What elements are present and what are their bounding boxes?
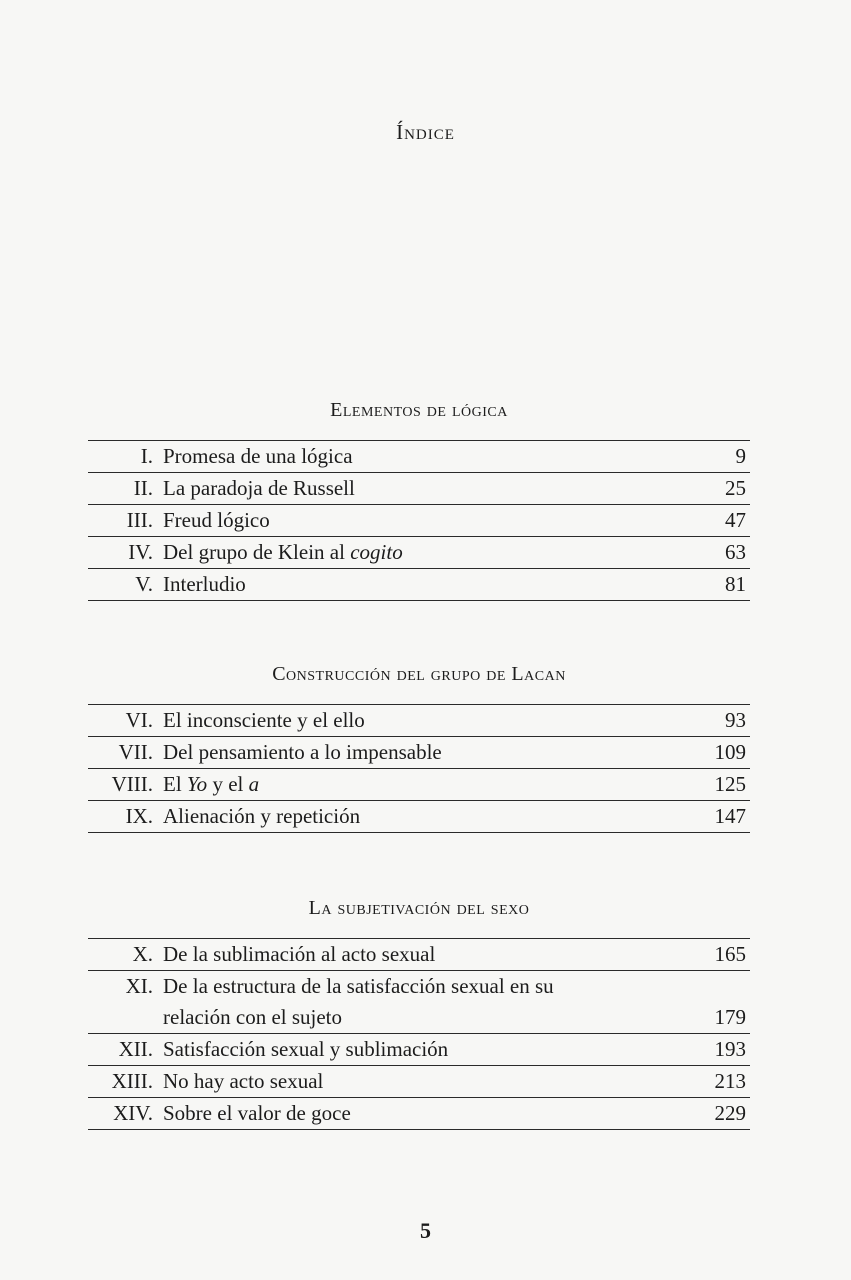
toc-entry xyxy=(88,505,750,537)
page-title: Índice xyxy=(396,120,455,144)
page-reference: 179 xyxy=(714,1005,746,1029)
title-text: El inconsciente y el ello xyxy=(163,708,365,732)
title-text: Del grupo de Klein al xyxy=(163,540,351,564)
chapter-title xyxy=(153,1098,686,1129)
chapter-title xyxy=(153,441,686,472)
toc-entry xyxy=(88,801,750,833)
chapter-number: VI. xyxy=(125,708,153,732)
title-text: La paradoja de Russell xyxy=(163,476,355,500)
toc-entry xyxy=(88,537,750,569)
page-number: 5 xyxy=(420,1218,431,1243)
toc-entry xyxy=(88,769,750,801)
chapter-title-line: relación con el sujeto xyxy=(163,1005,343,1029)
section-la-subjetivacion-del-sexo xyxy=(88,896,750,1130)
chapter-title xyxy=(153,1066,686,1097)
chapter-title xyxy=(153,473,686,504)
toc-list xyxy=(88,440,750,601)
title-text: El xyxy=(163,772,187,796)
toc-entry xyxy=(88,971,750,1034)
section-title: Elementos de lógica xyxy=(330,399,508,421)
toc-entry xyxy=(88,1034,750,1066)
chapter-number: V. xyxy=(135,572,153,596)
chapter-title xyxy=(153,705,686,736)
italic-term: Yo xyxy=(186,772,208,796)
chapter-number: VIII. xyxy=(111,772,153,796)
chapter-number: XIII. xyxy=(111,1069,153,1093)
title-text: Freud lógico xyxy=(163,508,270,532)
title-text: De la sublimación al acto sexual xyxy=(163,942,436,966)
toc-entry xyxy=(88,473,750,505)
chapter-title xyxy=(153,1034,686,1065)
section-elementos-de-logica xyxy=(88,398,750,601)
page-reference: 47 xyxy=(725,508,746,532)
chapter-number: IX. xyxy=(125,804,153,828)
title-text: No hay acto sexual xyxy=(163,1069,324,1093)
page-reference: 213 xyxy=(714,1069,746,1093)
title-text: Promesa de una lógica xyxy=(163,444,353,468)
italic-term: cogito xyxy=(350,540,403,564)
chapter-number: I. xyxy=(140,444,153,468)
toc-list xyxy=(88,704,750,833)
title-text: Alienación y repetición xyxy=(163,804,361,828)
toc-entry xyxy=(88,737,750,769)
title-text: Satisfacción sexual y sublimación xyxy=(163,1037,449,1061)
page-reference: 81 xyxy=(725,572,746,596)
chapter-number: IV. xyxy=(128,540,153,564)
page-reference: 63 xyxy=(725,540,746,564)
chapter-number: X. xyxy=(132,942,153,966)
section-title: La subjetivación del sexo xyxy=(308,897,530,919)
page-reference: 229 xyxy=(714,1101,746,1125)
toc-entry xyxy=(88,441,750,473)
toc-entry xyxy=(88,1098,750,1130)
chapter-number: XII. xyxy=(118,1037,153,1061)
page-reference: 193 xyxy=(714,1037,746,1061)
chapter-number: XIV. xyxy=(113,1101,153,1125)
chapter-number: II. xyxy=(133,476,153,500)
toc-entry xyxy=(88,939,750,971)
chapter-title xyxy=(153,537,686,568)
page-reference: 109 xyxy=(714,740,746,764)
chapter-title xyxy=(153,971,686,1033)
italic-term: a xyxy=(248,772,260,796)
section-construccion-del-grupo-de-lacan xyxy=(88,662,750,833)
chapter-number: XI. xyxy=(125,974,153,998)
chapter-number: III. xyxy=(126,508,153,532)
toc-list xyxy=(88,938,750,1130)
page-reference: 25 xyxy=(725,476,746,500)
title-text: Del pensamiento a lo impensable xyxy=(163,740,442,764)
toc-entry xyxy=(88,1066,750,1098)
chapter-title xyxy=(153,569,686,600)
toc-entry xyxy=(88,705,750,737)
chapter-title xyxy=(153,737,686,768)
chapter-title xyxy=(153,801,686,832)
title-text: Sobre el valor de goce xyxy=(163,1101,351,1125)
page-reference: 147 xyxy=(714,804,746,828)
title-text: Interludio xyxy=(163,572,246,596)
chapter-title-line: De la estructura de la satisfacción sexual en su xyxy=(163,974,554,998)
chapter-number: VII. xyxy=(118,740,153,764)
section-title: Construcción del grupo de Lacan xyxy=(272,663,566,685)
title-text: y el xyxy=(207,772,249,796)
chapter-title xyxy=(153,769,686,800)
page-reference: 93 xyxy=(725,708,746,732)
toc-entry xyxy=(88,569,750,601)
page-reference: 165 xyxy=(714,942,746,966)
chapter-title xyxy=(153,505,686,536)
page-reference: 9 xyxy=(735,444,746,468)
chapter-title xyxy=(153,939,686,970)
page-reference: 125 xyxy=(714,772,746,796)
